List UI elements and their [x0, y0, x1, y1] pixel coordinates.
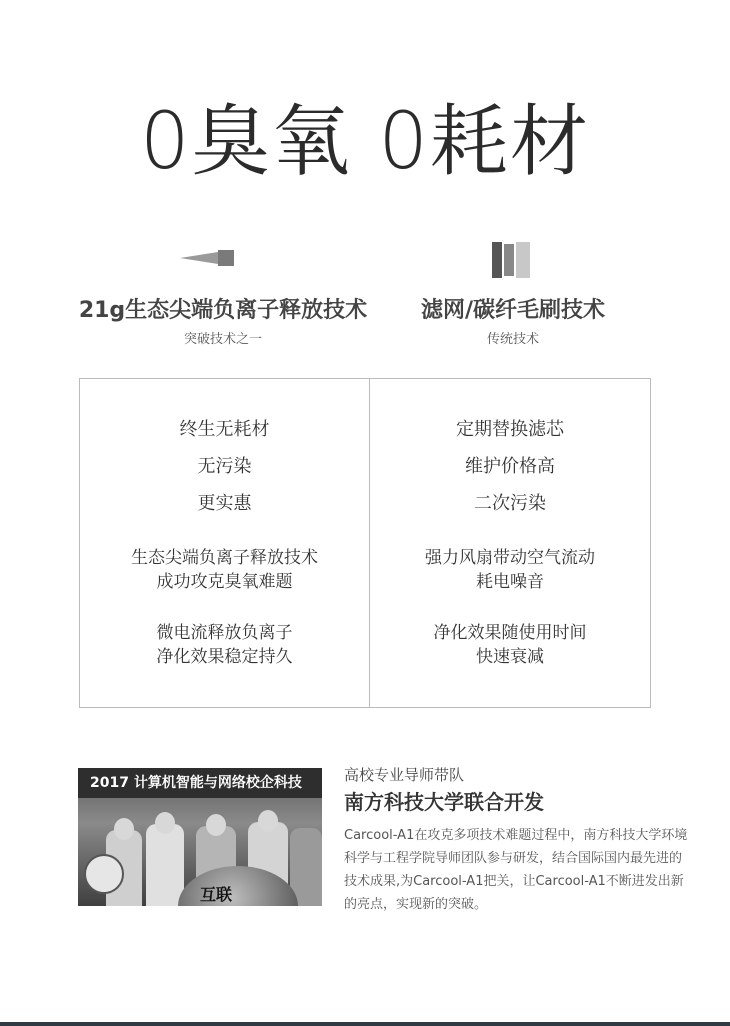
- feature-item: 维护价格高: [465, 456, 555, 477]
- feature-item: 二次污染: [474, 493, 546, 514]
- globe-label: 互联: [200, 885, 233, 904]
- tech-right-title: 滤网/碳纤毛刷技术: [420, 298, 606, 323]
- drawback-line: 耗电噪音: [476, 572, 544, 592]
- comparison-table: [79, 378, 651, 708]
- event-banner: 2017 计算机智能与网络校企科技: [78, 768, 322, 798]
- emblem-icon: [84, 854, 124, 894]
- university-body: Carcool-A1在攻克多项技术难题过程中，南方科技大学环境科学与工程学院导师团队参与研发，结合国际国内最先进的技术成果,为Carcool-A1把关，让Carcool-A1不断进发出新的亮点，实现新的突破。: [344, 828, 688, 912]
- feature-list-left: [80, 411, 369, 522]
- drawback-line: 快速衰减: [476, 647, 544, 667]
- benefit-line: 微电流释放负离子: [156, 623, 293, 643]
- tech-right-subtitle: 传统技术: [486, 332, 539, 347]
- feature-list-right: [370, 411, 650, 522]
- benefit-block-1: [80, 546, 369, 594]
- footer-bar: [0, 1022, 730, 1026]
- comparison-column-right: [370, 379, 650, 707]
- person-head: [258, 810, 278, 832]
- person-head: [206, 814, 226, 836]
- person-head: [155, 812, 175, 834]
- tech-left-title: 21g生态尖端负离子释放技术: [78, 298, 368, 323]
- drawback-line: 强力风扇带动空气流动: [425, 548, 595, 568]
- drawback-block-2: [370, 621, 650, 669]
- university-lead: 高校专业导师带队: [344, 766, 465, 784]
- benefit-line: 生态尖端负离子释放技术: [131, 548, 318, 568]
- benefit-block-2: [80, 621, 369, 669]
- tech-left-subtitle: 突破技术之一: [183, 332, 262, 347]
- comparison-column-left: [80, 379, 370, 707]
- drawback-line: 净化效果随使用时间: [433, 623, 587, 643]
- benefit-line: 净化效果稳定持久: [156, 647, 293, 667]
- benefit-line: 成功攻克臭氧难题: [156, 572, 293, 592]
- event-photo: [78, 768, 322, 906]
- filter-layers-icon: [490, 240, 534, 280]
- drawback-block-1: [370, 546, 650, 594]
- ion-tip-icon: [180, 248, 236, 268]
- feature-item: 定期替换滤芯: [456, 419, 564, 440]
- person-head: [114, 818, 134, 840]
- tech-left: [58, 296, 388, 350]
- person-figure: [146, 824, 184, 906]
- feature-item: 更实惠: [197, 493, 252, 514]
- headline: 0臭氧 0耗材: [139, 97, 591, 187]
- tech-right: [398, 296, 628, 350]
- feature-item: 无污染: [197, 456, 252, 477]
- university-title: 南方科技大学联合开发: [344, 790, 544, 814]
- university-section: [344, 764, 704, 916]
- feature-item: 终生无耗材: [179, 419, 270, 440]
